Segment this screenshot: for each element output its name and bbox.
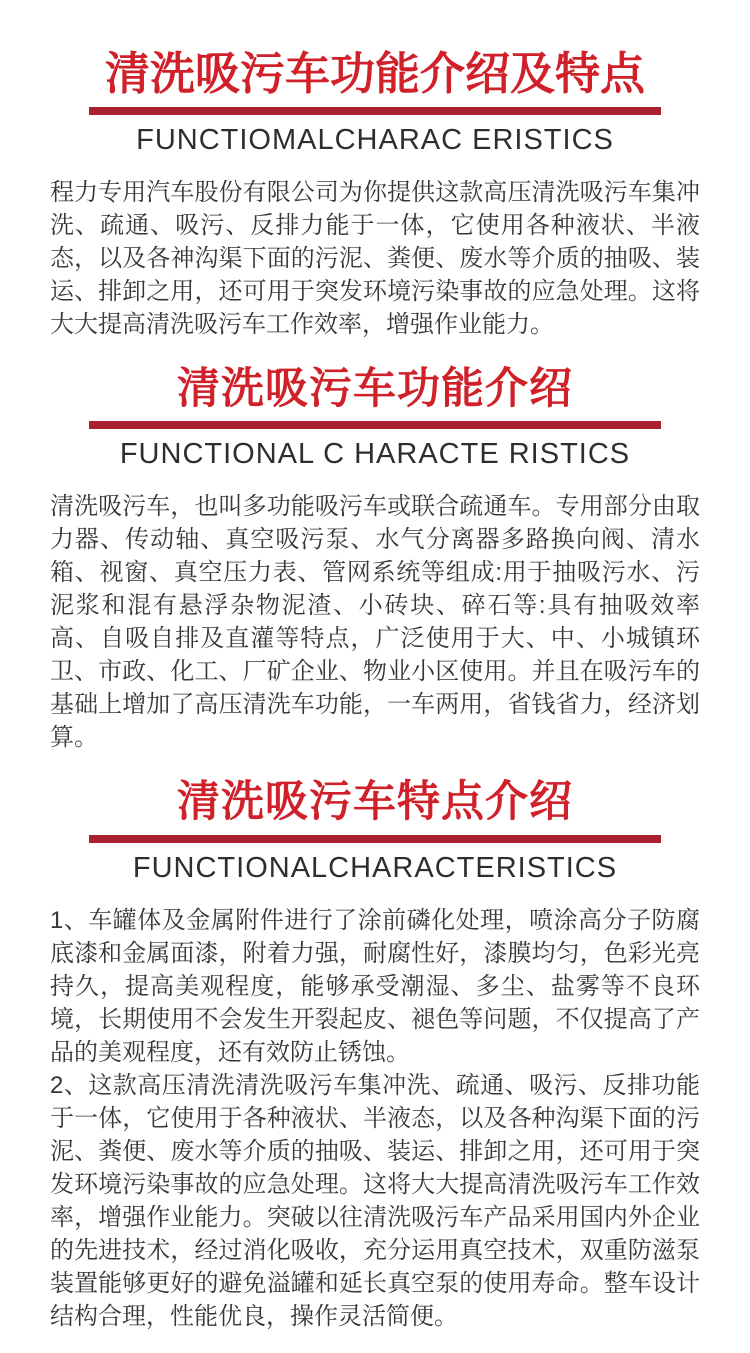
section-function-intro bbox=[0, 364, 750, 755]
section-title: 清洗吸污车功能介绍及特点 bbox=[104, 48, 645, 99]
section-subtitle-en: FUNCTIONALCHARACTERISTICS bbox=[132, 851, 618, 884]
section-body bbox=[50, 490, 700, 754]
section-body bbox=[50, 176, 700, 341]
section-header bbox=[0, 50, 750, 158]
section-title: 清洗吸污车特点介绍 bbox=[177, 778, 573, 827]
body-paragraph-item-1: 1、车罐体及金属附件进行了涂前磷化处理，喷涂高分子防腐底漆和金属面漆，附着力强，耐腐性好，漆膜均匀，色彩光亮持久，提高美观程度，能够承受潮湿、多尘、盐雾等不良环境，长期使用不会发生开裂起皮、褪色等问题，不仅提高了产品的美观程度，还有效防止锈蚀。 bbox=[50, 906, 700, 1066]
section-title: 清洗吸污车功能介绍 bbox=[177, 364, 573, 413]
body-paragraph-item-2: 2、这款高压清洗清洗吸污车集冲洗、疏通、吸污、反排功能于一体，它使用于各种液状、半液态，以及各种沟渠下面的污泥、粪便、废水等介质的抽吸、装运、排卸之用，还可用于突发环境污染事故的应急处理。这将大大提高清洗吸污车工作效率，增强作业能力。突破以往清洗吸污车产品采用国内外企业的先进技术，经过消化吸收，充分运用真空技术，双重防滋泵装置能够更好的避免溢罐和延长真空泵的使用寿命。整车设计结构合理，性能优良，操作灵活简便。 bbox=[50, 1071, 700, 1330]
section-header bbox=[0, 364, 750, 473]
section-function-intro-and-features bbox=[0, 50, 750, 341]
title-underline-rule bbox=[89, 107, 661, 115]
section-body bbox=[50, 904, 700, 1333]
title-underline-rule bbox=[89, 835, 661, 843]
section-subtitle-en: FUNCTIONAL C HARACTE RISTICS bbox=[119, 438, 631, 471]
body-paragraph: 清洗吸污车，也叫多功能吸污车或联合疏通车。专用部分由取力器、传动轴、真空吸污泵、水气分离器多路换向阀、清水箱、视窗、真空压力表、管网系统等组成:用于抽吸污水、污泥浆和混有悬浮杂物泥渣、小砖块、碎石等:具有抽吸效率高、自吸自排及直灌等特点，广泛使用于大、中、小城镇环卫、市政、化工、厂矿企业、物业小区使用。并且在吸污车的基础上增加了高压清洗车功能，一车两用，省钱省力，经济划算。 bbox=[50, 493, 700, 752]
section-subtitle-en: FUNCTIOMALCHARAC ERISTICS bbox=[136, 123, 614, 156]
section-features-intro bbox=[0, 780, 750, 1333]
title-underline-rule bbox=[89, 421, 661, 429]
section-header bbox=[0, 780, 750, 886]
body-paragraph: 程力专用汽车股份有限公司为你提供这款高压清洗吸污车集冲洗、疏通、吸污、反排力能于一体，它使用各种液状、半液态，以及各神沟渠下面的污泥、粪便、废水等介质的抽吸、装运、排卸之用，还可用于突发环境污染事故的应急处理。这将大大提高清洗吸污车工作效率，增强作业能力。 bbox=[50, 178, 700, 338]
